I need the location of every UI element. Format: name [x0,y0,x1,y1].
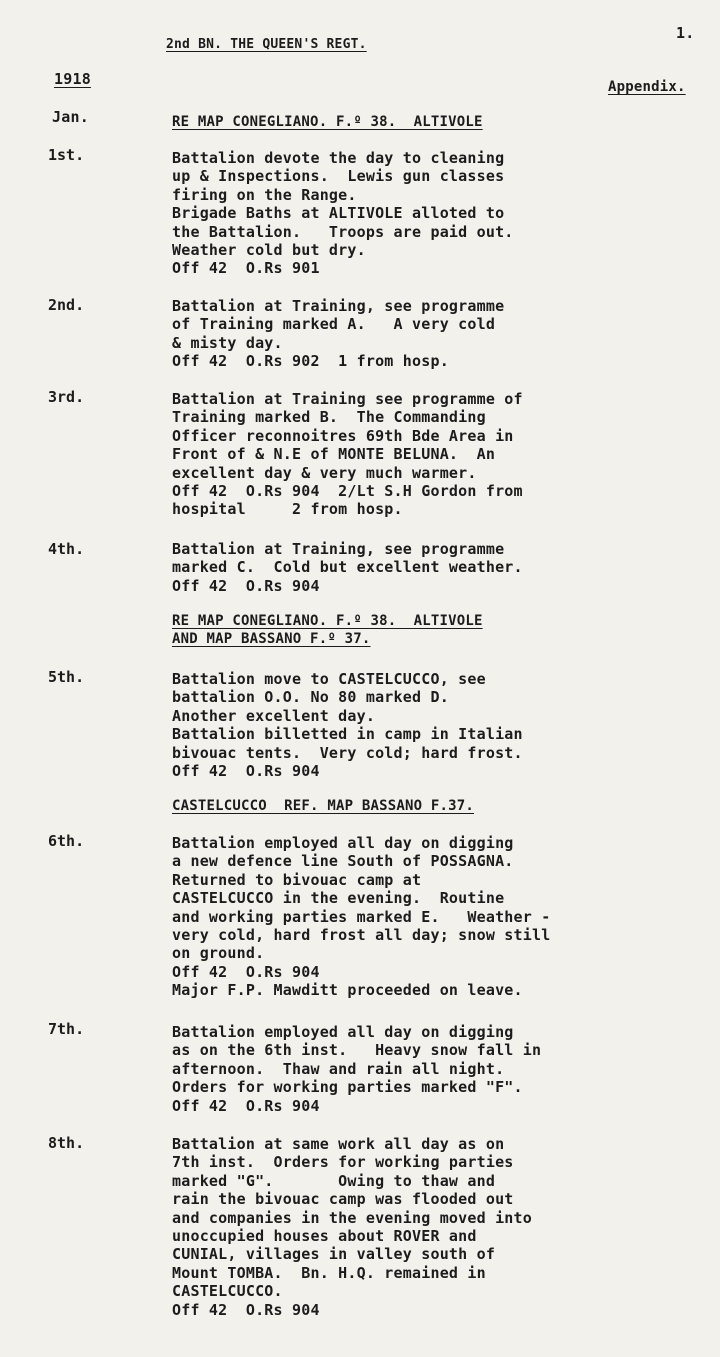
entry-line: Battalion at Training, see programme [172,540,505,558]
entry-5th [172,670,523,780]
entry-line: Front of & N.E of MONTE BELUNA. An [172,445,496,464]
entry-line: Battalion move to CASTELCUCCO, see [172,670,486,688]
map-heading-3 [172,797,474,815]
page-title: 2nd BN. THE QUEEN'S REGT. [166,37,367,52]
entry-line: afternoon. Thaw and rain all night. [172,1059,505,1078]
heading-line: RE MAP CONEGLIANO. F.º 38. ALTIVOLE [172,114,483,130]
entry-line: Major F.P. Mawditt proceeded on leave. [172,981,523,1000]
entry-3rd [172,390,523,519]
entry-line: on ground. [172,944,265,963]
entry-line: Off 42 O.Rs 904 [172,1096,320,1115]
entry-line: Battalion at same work all day as on [172,1135,505,1153]
entry-line: and companies in the evening moved into [172,1208,532,1227]
entry-7th [172,1023,541,1115]
appendix-label: Appendix. [608,79,686,95]
entry-2nd [172,297,504,371]
entry-line: Off 42 O.Rs 904 [172,1300,320,1319]
entry-8th [172,1135,532,1319]
entry-6th [172,834,550,1000]
entry-line: 7th inst. Orders for working parties [172,1153,514,1172]
entry-date: 5th. [48,668,85,686]
entry-line: Orders for working parties marked "F". [172,1078,523,1097]
entry-date: 7th. [48,1020,85,1038]
entry-1st [172,149,514,278]
entry-date: 2nd. [48,296,85,314]
entry-line: & misty day. [172,333,283,352]
entry-date: 6th. [48,832,85,850]
entry-date: 3rd. [48,388,85,406]
entry-line: Off 42 O.Rs 904 [172,576,320,595]
map-heading-2 [172,612,483,649]
entry-line: Battalion employed all day on digging [172,834,514,852]
entry-line: CUNIAL, villages in valley south of [172,1245,496,1264]
entry-line: Brigade Baths at ALTIVOLE alloted to [172,204,505,223]
entry-line: CASTELCUCCO in the evening. Routine [172,889,505,908]
entry-line: marked "G". Owing to thaw and [172,1171,496,1190]
heading-line: CASTELCUCCO REF. MAP BASSANO F.37. [172,798,475,814]
entry-line: Battalion at Training see programme of [172,390,523,408]
entry-line: as on the 6th inst. Heavy snow fall in [172,1041,542,1060]
map-heading-1 [172,113,483,131]
entry-date: 8th. [48,1134,85,1152]
entry-line: and working parties marked E. Weather - [172,907,551,926]
entry-line: very cold, hard frost all day; snow still [172,926,551,945]
year: 1918 [54,70,91,88]
entry-line: up & Inspections. Lewis gun classes [172,167,505,186]
entry-line: Off 42 O.Rs 904 [172,762,320,781]
entry-line: the Battalion. Troops are paid out. [172,222,514,241]
entry-line: Officer reconnoitres 69th Bde Area in [172,426,514,445]
entry-line: Returned to bivouac camp at [172,870,422,889]
entry-line: CASTELCUCCO. [172,1282,283,1301]
month: Jan. [52,108,89,126]
entry-4th [172,540,523,595]
entry-line: of Training marked A. A very cold [172,315,496,334]
entry-line: marked C. Cold but excellent weather. [172,558,523,577]
entry-line: battalion O.O. No 80 marked D. [172,688,449,707]
entry-line: unoccupied houses about ROVER and [172,1227,477,1246]
entry-line: Off 42 O.Rs 902 1 from hosp. [172,352,449,371]
heading-line: AND MAP BASSANO F.º 37. [172,631,371,648]
entry-date: 4th. [48,540,85,558]
entry-line: Mount TOMBA. Bn. H.Q. remained in [172,1263,486,1282]
entry-line: a new defence line South of POSSAGNA. [172,852,514,871]
entry-line: Off 42 O.Rs 904 2/Lt S.H Gordon from [172,482,523,501]
entry-line: Off 42 O.Rs 901 [172,259,320,278]
heading-line: RE MAP CONEGLIANO. F.º 38. ALTIVOLE [172,613,483,629]
entry-line: excellent day & very much warmer. [172,463,477,482]
entry-line: bivouac tents. Very cold; hard frost. [172,743,523,762]
entry-line: Battalion billetted in camp in Italian [172,725,523,744]
page-number: 1. [676,24,695,42]
entry-line: Another excellent day. [172,706,376,725]
entry-line: Battalion employed all day on digging [172,1023,514,1041]
entry-line: Off 42 O.Rs 904 [172,962,320,981]
entry-line: hospital 2 from hosp. [172,500,403,519]
entry-line: Training marked B. The Commanding [172,408,486,427]
entry-line: Battalion at Training, see programme [172,297,505,315]
entry-line: rain the bivouac camp was flooded out [172,1190,514,1209]
entry-line: firing on the Range. [172,185,357,204]
entry-line: Battalion devote the day to cleaning [172,149,505,167]
entry-line: Weather cold but dry. [172,241,366,260]
entry-date: 1st. [48,146,85,164]
